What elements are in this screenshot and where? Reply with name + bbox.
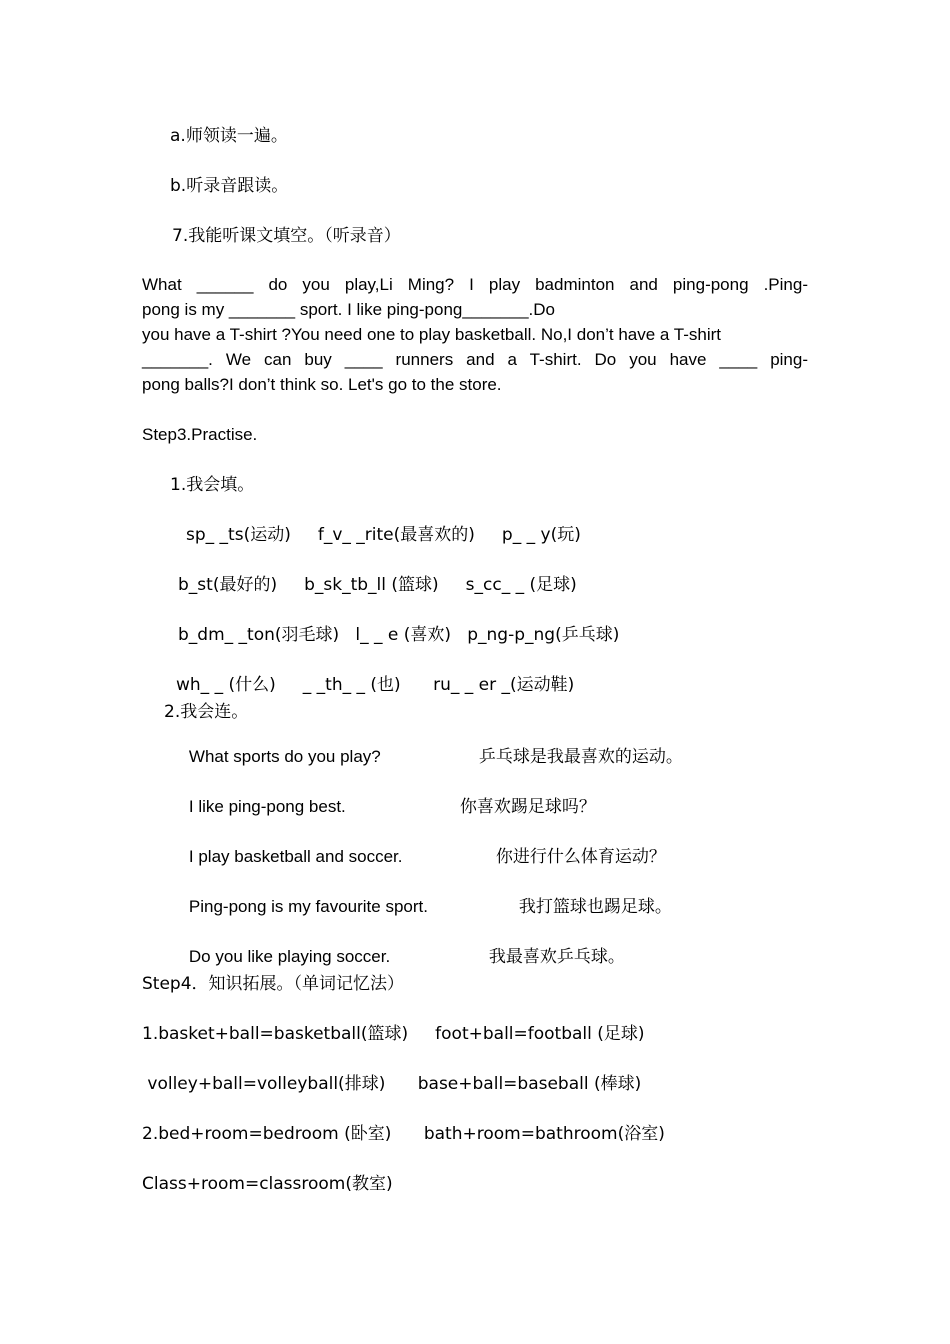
match-chinese-4: 我打篮球也踢足球。	[518, 897, 672, 917]
cloze-line-4: _______. We can buy ____ runners and a T-shirt. Do you have ____ ping-	[142, 350, 808, 369]
match-english-2: I like ping-pong best.	[188, 797, 346, 816]
match-chinese-1: 乒乓球是我最喜欢的运动。	[478, 747, 683, 767]
cloze-line-3: you have a T-shirt ?You need one to play basketball. No,I don’t have a T-shirt	[142, 325, 722, 344]
step4-line-1: 1.basket+ball=basketball(篮球) foot+ball=football (足球)	[142, 1024, 645, 1044]
match-english-3: I play basketball and soccer.	[188, 847, 403, 866]
match-english-1: What sports do you play?	[188, 747, 381, 766]
step4-line-2: volley+ball=volleyball(排球) base+ball=baseball (棒球)	[142, 1074, 642, 1094]
cloze-line-1: What ______ do you play,Li Ming? I play badminton and ping-pong .Ping-	[142, 275, 808, 294]
match-chinese-3: 你进行什么体育运动？	[495, 847, 666, 867]
cloze-paragraph	[142, 272, 808, 397]
word-blank-row-2: b_st(最好的) b_sk_tb_ll (篮球) s_cc_ _ (足球)	[178, 575, 577, 595]
match-english-5: Do you like playing soccer.	[188, 947, 391, 966]
word-blank-row-1: sp_ _ts(运动) f_v_ _rite(最喜欢的) p_ _ y(玩)	[186, 525, 581, 545]
step3-task2-title: 2.我会连。	[164, 702, 249, 722]
match-chinese-5: 我最喜欢乒乓球。	[488, 947, 625, 967]
cloze-line-5: pong balls?I don’t think so. Let's go to the store.	[142, 375, 502, 394]
instruction-item-b: b.听录音跟读。	[170, 176, 289, 196]
match-chinese-2: 你喜欢踢足球吗？	[459, 797, 596, 817]
step3-heading: Step3.Practise.	[142, 425, 258, 444]
word-blank-row-4: wh_ _ (什么) _ _th_ _ (也) ru_ _ er _(运动鞋)	[176, 675, 575, 695]
cloze-line-2: pong is my _______ sport. I like ping-pong_______.Do	[142, 300, 556, 319]
step4-line-3: 2.bed+room=bedroom (卧室) bath+room=bathroom(浴室)	[142, 1124, 665, 1144]
instruction-item-a: a.师领读一遍。	[170, 126, 288, 146]
step4-heading: Step4．知识拓展。（单词记忆法）	[142, 974, 405, 994]
step3-task1-title: 1.我会填。	[170, 475, 255, 495]
word-blank-row-3: b_dm_ _ton(羽毛球) l_ _ e (喜欢) p_ng-p_ng(乒乓球)	[178, 625, 620, 645]
match-english-4: Ping-pong is my favourite sport.	[188, 897, 428, 916]
instruction-item-7: 7.我能听课文填空。（听录音）	[172, 226, 401, 246]
step4-line-4: Class+room=classroom(教室)	[142, 1174, 393, 1194]
